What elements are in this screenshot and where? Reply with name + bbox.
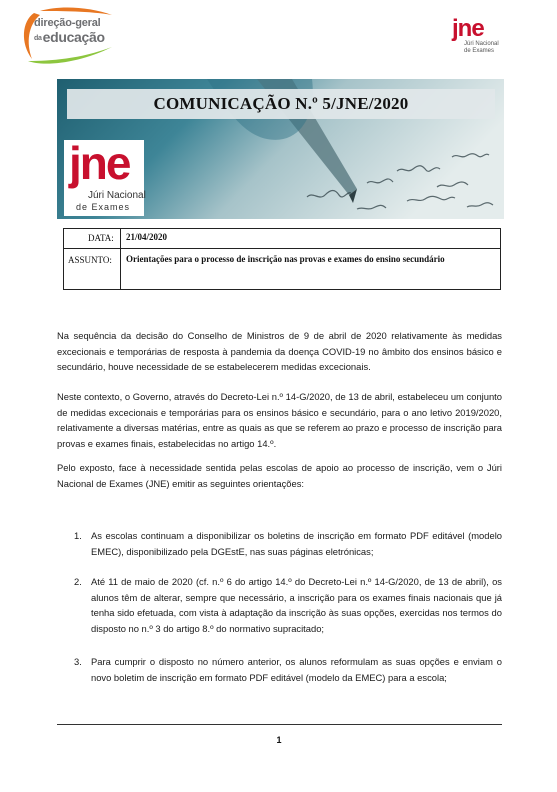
list-item-3-text: Para cumprir o disposto no número anterior, os alunos reformulam as suas opções e enviam o novo boletim de inscrição em formato PDF editável (modelo da EMEC) para a escola; xyxy=(91,656,502,683)
list-item-2-text: Até 11 de maio de 2020 (cf. n.º 6 do artigo 14.º do Decreto-Lei n.º 14-G/2020, de 13 de abril), os alunos têm de alterar, sempre que necessário, a inscrição para os exames finais nacionais que já tenha sido efetuada, com vista à adaptação da inscrição às suas opções, exercidas nos termos do disposto no n.º 3 do artigo 8.º do normativo supracitado; xyxy=(91,576,502,634)
subject-value: Orientações para o processo de inscrição nas provas e exames do ensino secundário xyxy=(126,254,445,264)
jne-large-line2: de Exames xyxy=(76,202,131,212)
document-title: COMUNICAÇÃO N.º 5/JNE/2020 xyxy=(153,94,409,113)
list-item-3-number: 3. xyxy=(74,656,82,667)
date-value: 21/04/2020 xyxy=(126,232,168,242)
info-table xyxy=(63,228,501,290)
list-item-1-text: As escolas continuam a disponibilizar os boletins de inscrição em formato PDF editável (modelo EMEC), disponibilizado pela DGEstE, nas suas páginas eletrónicas; xyxy=(91,530,502,557)
table-column-divider xyxy=(120,229,121,289)
subject-label: ASSUNTO: xyxy=(68,255,112,265)
info-row-date xyxy=(64,229,500,249)
page-number: 1 xyxy=(276,735,282,745)
paragraph-2: Neste contexto, o Governo, através do Decreto-Lei n.º 14-G/2020, de 13 de abril, estabeleceu um conjunto de medidas excecionais e temporárias para os ensinos básico e secundário, para o ano letivo 2019/2020, relativamente a diversas matérias, entre as quais as que se referem ao prazo e processo de inscrição para provas e exames finais, estabelecidas no artigo 14.º. xyxy=(57,391,502,449)
jne-logo-large xyxy=(64,137,146,216)
date-label: DATA: xyxy=(88,233,114,243)
jne-small-caption xyxy=(464,41,499,55)
jne-large-line1: Júri Nacional xyxy=(88,190,146,201)
banner-title-box xyxy=(67,89,495,119)
paragraph-3: Pelo exposto, face à necessidade sentida pelas escolas de apoio ao processo de inscrição, vem o Júri Nacional de Exames (JNE) emitir as seguintes orientações: xyxy=(57,462,502,489)
jne-small-line2: de Exames xyxy=(464,48,495,54)
jne-small-line1: Júri Nacional xyxy=(464,41,499,47)
dge-logo-word: educação xyxy=(42,29,105,45)
list-item-2-number: 2. xyxy=(74,576,82,587)
dge-logo xyxy=(20,7,120,67)
header-banner xyxy=(57,79,504,219)
footer-divider xyxy=(57,724,502,725)
jne-logo-small xyxy=(452,17,497,62)
dge-logo-line2 xyxy=(34,29,105,45)
jne-small-letters: jne xyxy=(452,15,484,42)
dge-logo-line1: direção-geral xyxy=(34,17,101,29)
dge-logo-prefix: da xyxy=(34,34,42,42)
paragraph-1: Na sequência da decisão do Conselho de Ministros de 9 de abril de 2020 relativamente às medidas excecionais e temporárias de resposta à pandemia da doença COVID-19 no âmbito dos ensinos básico e secundário, houve necessidade de se estabelecerem medidas excecionais. xyxy=(57,330,502,372)
list-item-1-number: 1. xyxy=(74,530,82,541)
jne-large-letters: jne xyxy=(69,137,130,189)
